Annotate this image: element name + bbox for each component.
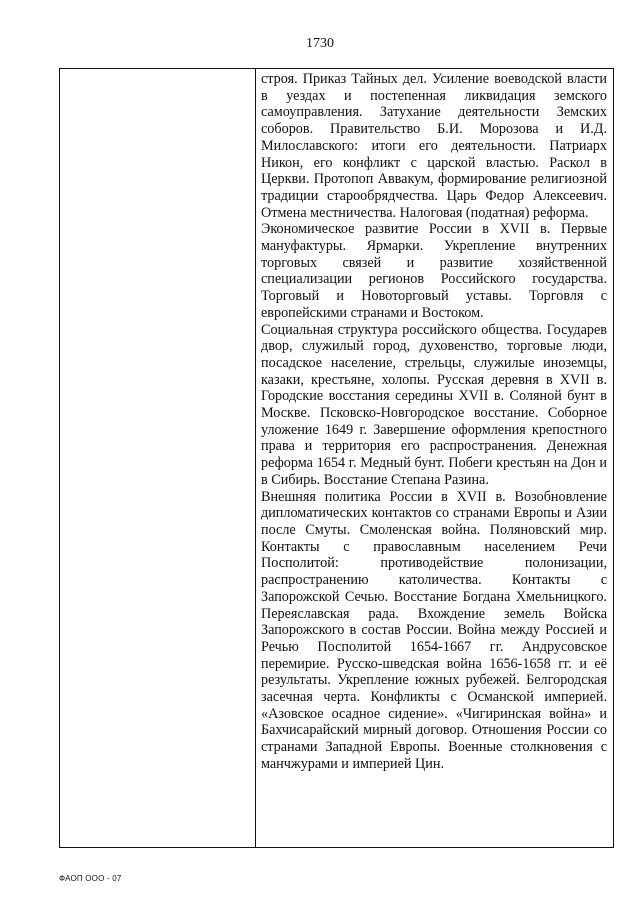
content-table [59, 68, 614, 848]
right-cell [261, 71, 607, 773]
paragraph-politics: строя. Приказ Тайных дел. Усиление воеводской власти в уездах и постепенная ликвидация земского самоуправления. Затухание деятельности Земских соборов. Правительство Б.И. Морозова и И.Д. Милославского: итоги его деятельности. Патриарх Никон, его конфликт с царской властью. Раскол в Церкви. Протопоп Аввакум, формирование религиозной традиции старообрядчества. Царь Федор Алексеевич. Отмена местничества. Налоговая (податная) реформа. [261, 71, 607, 221]
paragraph-economy: Экономическое развитие России в XVII в. Первые мануфактуры. Ярмарки. Укрепление внутренних торговых связей и развитие хозяйственной специализации регионов Российского государства. Торговый и Новоторговый уставы. Торговля с европейскими странами и Востоком. [261, 221, 607, 321]
paragraph-foreign-policy: Внешняя политика России в XVII в. Возобновление дипломатических контактов со странами Европы и Азии после Смуты. Смоленская война. Поляновский мир. Контакты с православным населением Речи Посполитой: противодействие полонизации, распространению католичества. Контакты с Запорожской Сечью. Восстание Богдана Хмельницкого. Переяславская рада. Вхождение земель Войска Запорожского в состав России. Война между Россией и Речью Посполитой 1654-1667 гг. Андрусовское перемирие. Русско-шведская война 1656-1658 гг. и её результаты. Укрепление южных рубежей. Белгородская засечная черта. Конфликты с Османской империей. «Азовское осадное сидение». «Чигиринская война» и Бахчисарайский мирный договор. Отношения России со странами Западной Европы. Военные столкновения с манчжурами и империей Цин. [261, 488, 607, 772]
column-divider [255, 69, 256, 847]
page-number: 1730 [306, 36, 334, 51]
left-cell [60, 69, 255, 847]
footer-code: ФАОП ООО - 07 [59, 874, 122, 883]
paragraph-society: Социальная структура российского общества. Государев двор, служилый город, духовенство, торговые люди, посадское население, стрельцы, служилые иноземцы, казаки, крестьяне, холопы. Русская деревня в XVII в. Городские восстания середины XVII в. Соляной бунт в Москве. Псковско-Новгородское восстание. Соборное уложение 1649 г. Завершение оформления крепостного права и территория его распространения. Денежная реформа 1654 г. Медный бунт. Побеги крестьян на Дон и в Сибирь. Восстание Степана Разина. [261, 321, 607, 488]
